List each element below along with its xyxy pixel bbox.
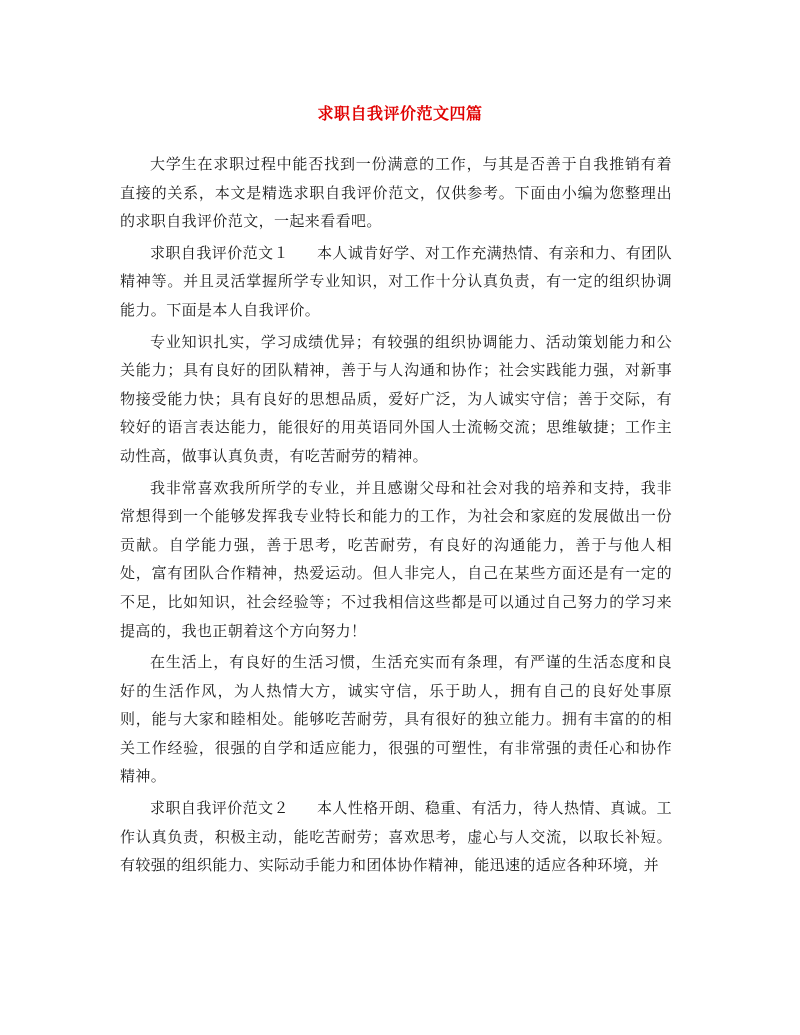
paragraph-text: 本人诚肯好学、对工作充满热情、有亲和力、有团队精神等。并且灵活掌握所学专业知识，对工作十分认真负责，有一定的组织协调能力。下面是本人自我评价。: [120, 243, 672, 319]
document-title: 求职自我评价范文四篇: [317, 104, 483, 123]
paragraph-text: 专业知识扎实，学习成绩优异；有较强的组织协调能力、活动策划能力和公关能力；具有良好的团队精神，善于与人沟通和协作；社会实践能力强，对新事物接受能力快；具有良好的思想品质，爱好广泛，为人诚实守信；善于交际，有较好的语言表达能力，能很好的用英语同外国人士流畅交流；思维敏捷；工作主动性高，做事认真负责，有吃苦耐劳的精神。: [120, 332, 672, 465]
paragraph-sample-2: [120, 794, 672, 880]
section-heading-sample-2: 求职自我评价范文２: [150, 799, 289, 818]
paragraph-major: [120, 474, 672, 646]
paragraph-skills: [120, 328, 672, 471]
paragraph-sample-1: [120, 239, 672, 325]
paragraph-text: 大学生在求职过程中能否找到一份满意的工作，与其是否善于自我推销有着直接的关系，本文是精选求职自我评价范文，仅供参考。下面由小编为您整理出的求职自我评价范文，一起来看看吧。: [120, 155, 672, 231]
paragraph-life: [120, 648, 672, 791]
section-heading-sample-1: 求职自我评价范文１: [150, 243, 289, 262]
document-body: [120, 150, 672, 883]
paragraph-text: 我非常喜欢我所所学的专业，并且感谢父母和社会对我的培养和支持，我非常想得到一个能够发挥我专业特长和能力的工作，为社会和家庭的发展做出一份贡献。自学能力强，善于思考，吃苦耐劳，有良好的沟通能力，善于与他人相处，富有团队合作精神，热爱运动。但人非完人，自己在某些方面还是有一定的不足，比如知识，社会经验等；不过我相信这些都是可以通过自己努力的学习来提高的，我也正朝着这个方向努力！: [120, 478, 672, 640]
paragraph-intro: [120, 150, 672, 236]
paragraph-text: 在生活上，有良好的生活习惯，生活充实而有条理，有严谨的生活态度和良好的生活作风，为人热情大方，诚实守信，乐于助人，拥有自己的良好处事原则，能与大家和睦相处。能够吃苦耐劳，具有很好的独立能力。拥有丰富的的相关工作经验，很强的自学和适应能力，很强的可塑性，有非常强的责任心和协作精神。: [120, 653, 672, 786]
paragraph-text: 本人性格开朗、稳重、有活力，待人热情、真诚。工作认真负责，积极主动，能吃苦耐劳；喜欢思考，虚心与人交流，以取长补短。有较强的组织能力、实际动手能力和团体协作精神，能迅速的适应各种环境，并: [120, 799, 672, 875]
